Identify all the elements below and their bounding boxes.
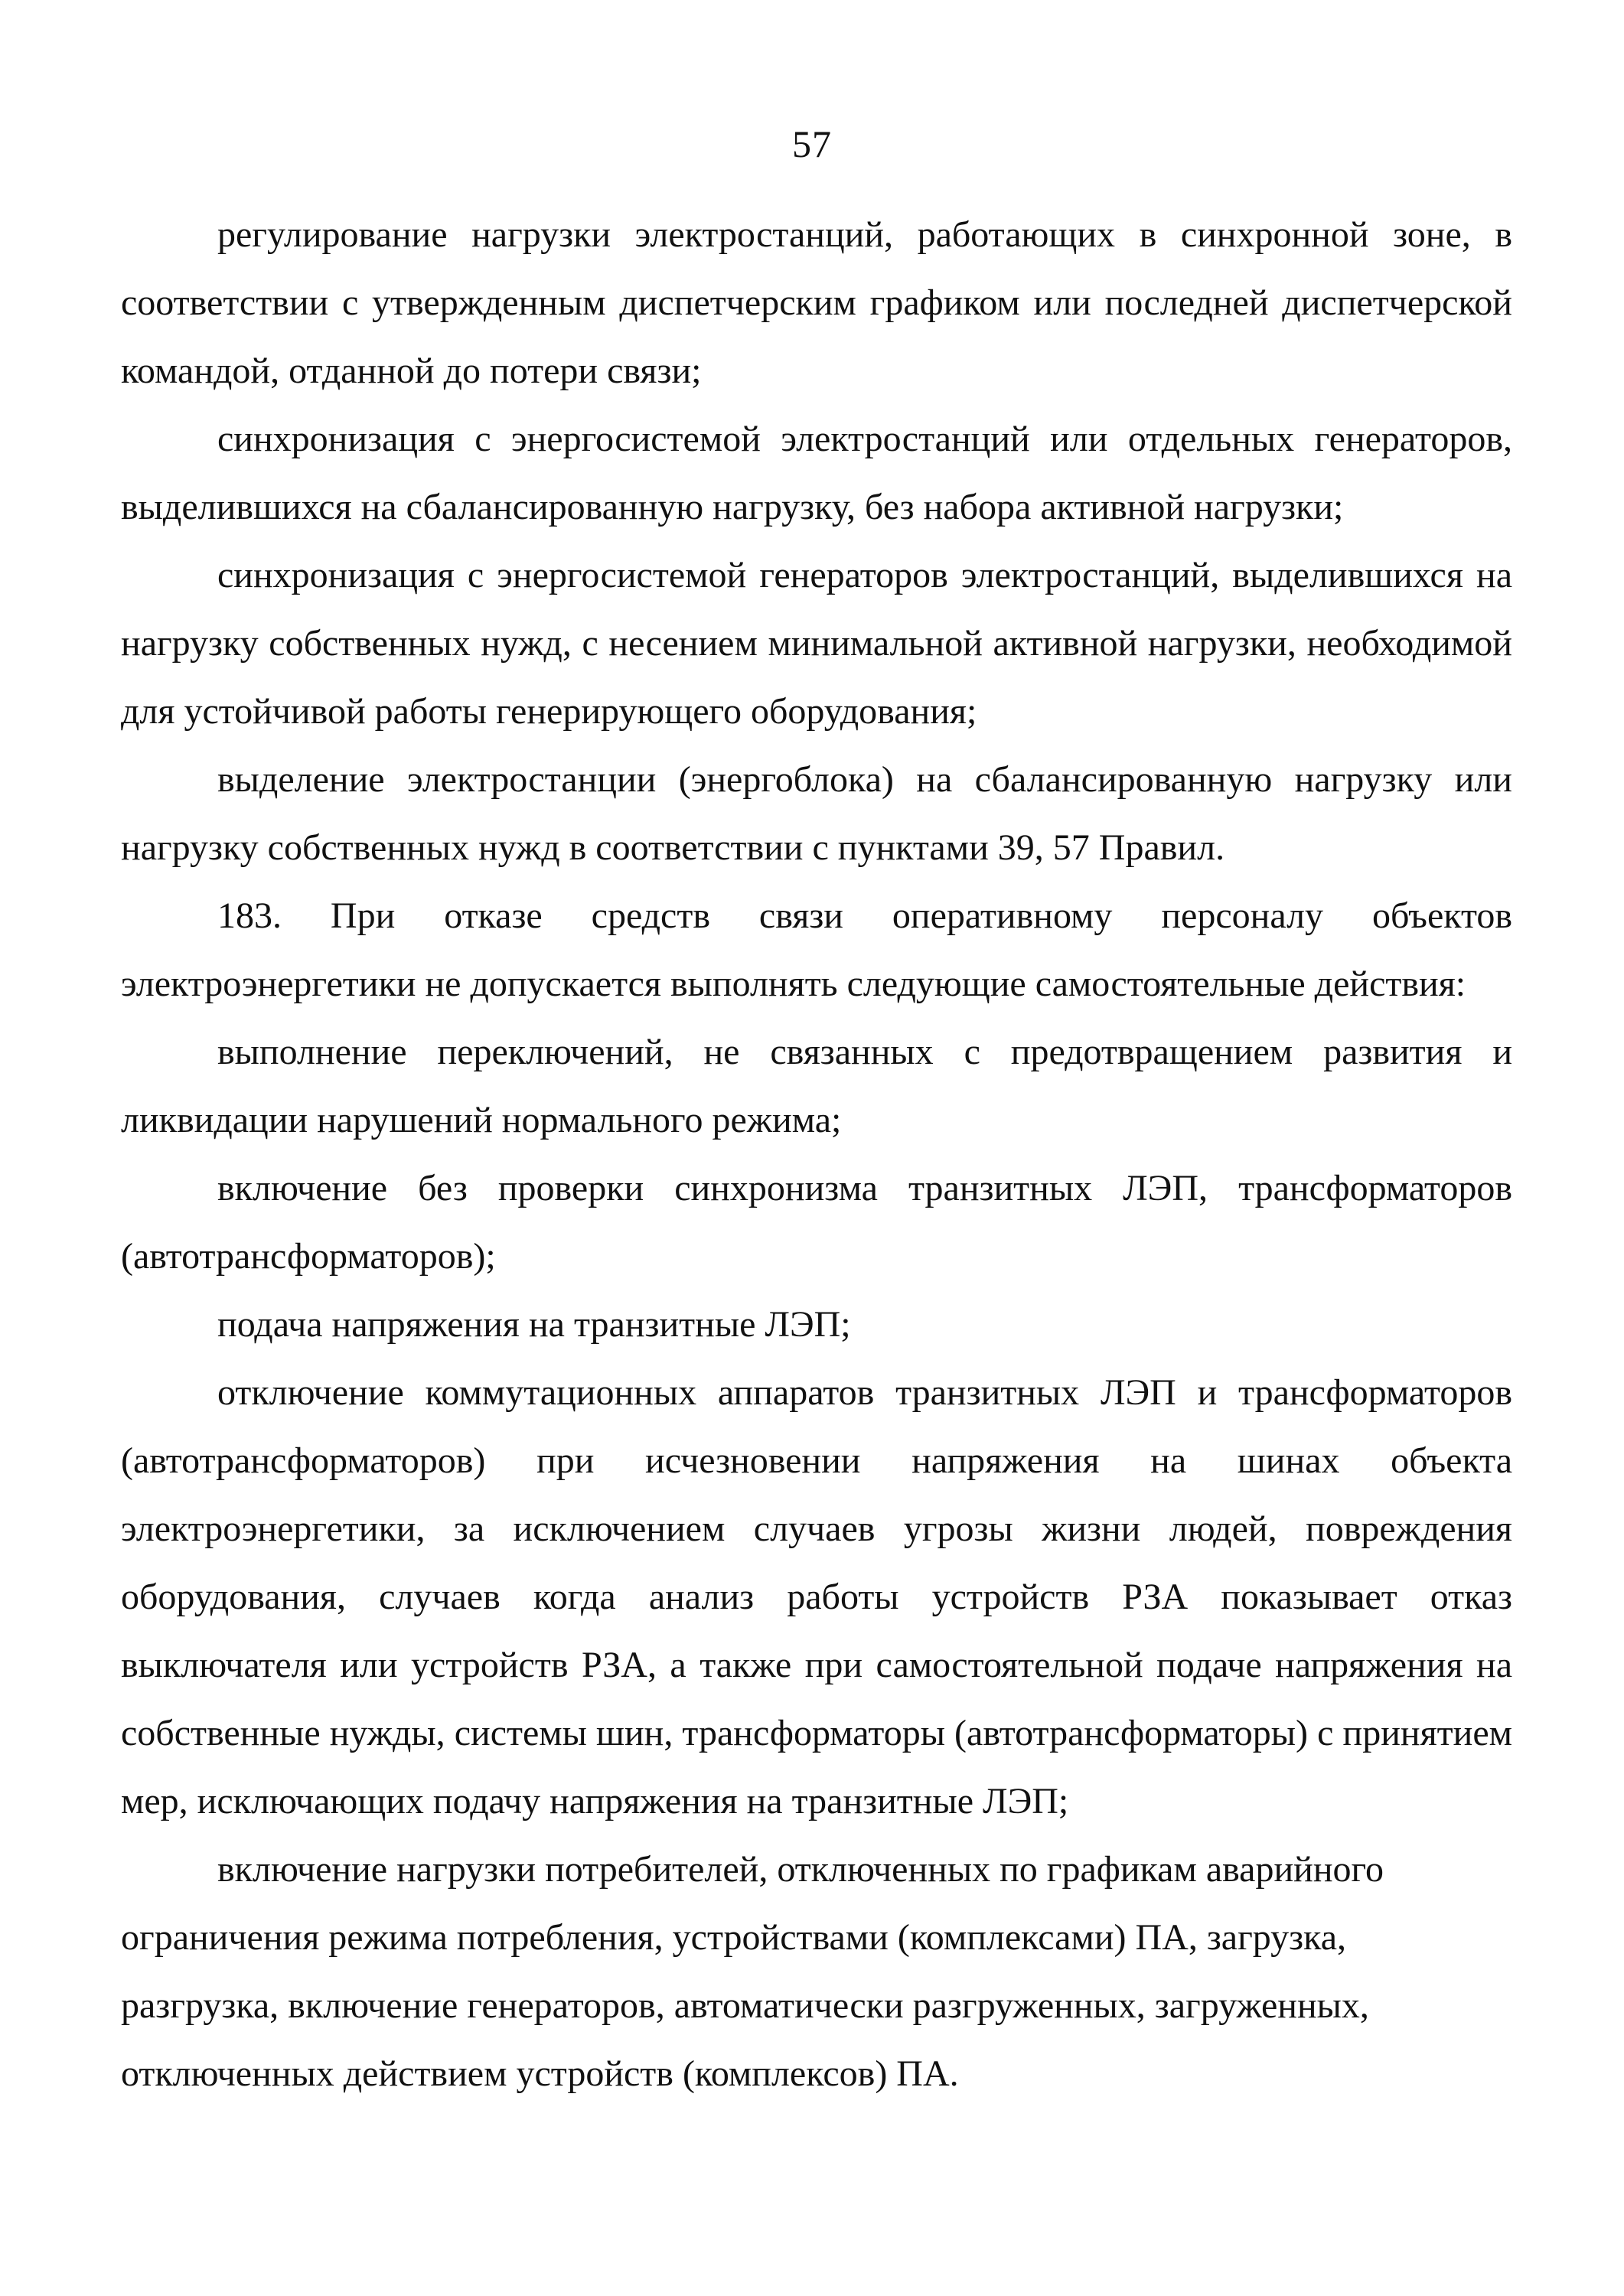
paragraph-switching-apparatus-disconnection: отключение коммутационных аппаратов транзитных ЛЭП и трансформаторов (автотрансформаторов) при исчезновении напряжения на шинах объекта электроэнергетики, за исключением случаев угрозы жизни людей, повреждения оборудования, случаев когда анализ работы устройств РЗА показывает отказ выключателя или устройств РЗА, а также при самостоятельной подаче напряжения на собственные нужды, системы шин, трансформаторы (автотрансформаторы) с принятием мер, исключающих подачу напряжения на транзитные ЛЭП;: [121, 1372, 1512, 1821]
paragraph-load-regulation: регулирование нагрузки электростанций, работающих в синхронной зоне, в соответствии с утвержденным диспетчерским графиком или последней диспетчерской командой, отданной до потери связи;: [121, 214, 1512, 391]
paragraph-transit-line-energizing: подача напряжения на транзитные ЛЭП;: [217, 1304, 851, 1345]
paragraph-consumer-load-restoration: включение нагрузки потребителей, отключенных по графикам аварийного ограничения режима потребления, устройствами (комплексами) ПА, загрузка, разгрузка, включение генераторов, автоматически разгруженных, загруженных, отключенных действием устройств (комплексов) ПА.: [121, 1849, 1384, 2094]
paragraph-section-183: 183. При отказе средств связи оперативному персоналу объектов электроэнергетики не допускается выполнять следующие самостоятельные действия:: [121, 895, 1512, 1004]
paragraph-power-plant-separation: выделение электростанции (энергоблока) на сбалансированную нагрузку или нагрузку собственных нужд в соответствии с пунктами 39, 57 Правил.: [121, 759, 1512, 868]
document-body: [121, 201, 1512, 2108]
page-number: 57: [792, 122, 832, 165]
paragraph-generator-synchronization: синхронизация с энергосистемой генераторов электростанций, выделившихся на нагрузку собственных нужд, с несением минимальной активной нагрузки, необходимой для устойчивой работы генерирующего оборудования;: [121, 555, 1512, 732]
paragraph-switching-operations: выполнение переключений, не связанных с предотвращением развития и ликвидации нарушений нормального режима;: [121, 1032, 1512, 1140]
paragraph-power-plant-synchronization: синхронизация с энергосистемой электростанций или отдельных генераторов, выделившихся на сбалансированную нагрузку, без набора активной нагрузки;: [121, 419, 1512, 527]
paragraph-transit-line-closing: включение без проверки синхронизма транзитных ЛЭП, трансформаторов (автотрансформаторов);: [121, 1168, 1512, 1277]
